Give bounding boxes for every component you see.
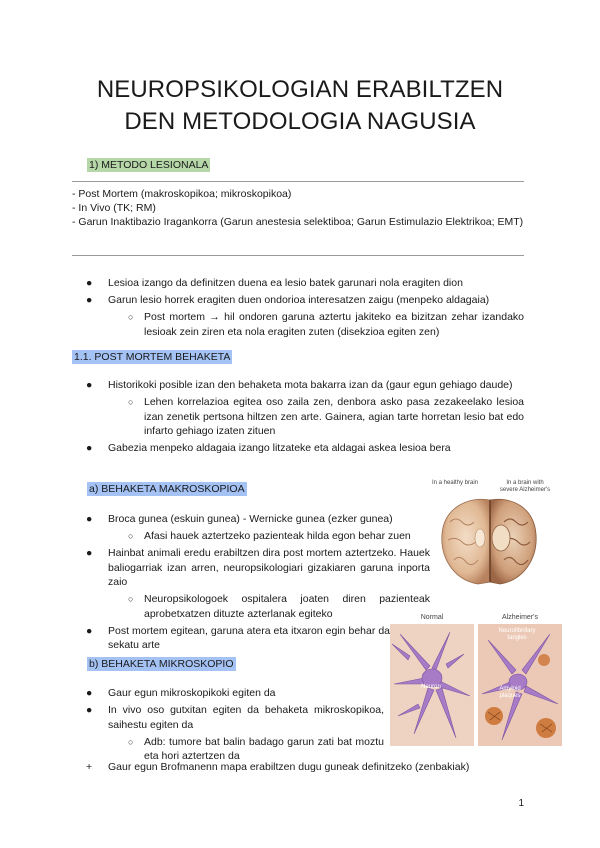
list-item: ● In vivo oso gutxitan egiten da behaketa mikroskopikoa, saihestu egiten da [86, 704, 384, 731]
brain-comparison-image [428, 478, 552, 592]
list-item: ● Historikoki posible izan den behaketa mota bakarra izan da (gaur egun gehiago daude) [86, 379, 513, 391]
tangles-label: Neurofibrillary tangles [498, 628, 536, 641]
method-item: - In Vivo (TK; RM) [72, 202, 156, 214]
brain-icon [428, 478, 552, 592]
section11-bullets [72, 378, 524, 458]
methods-list [72, 187, 524, 229]
neuron-comparison-image [390, 614, 562, 746]
list-item: ● Gabezia menpeko aldagaia izango litzateke eta aldagai askea lesioa bera [86, 442, 451, 454]
sectionB-bullets [72, 686, 384, 766]
healthy-brain-label: In a healthy brain [431, 480, 479, 486]
alzheimers-label: Alzheimer's [502, 614, 538, 621]
section-heading-makroskopioa: a) BEHAKETA MAKROSKOPIOA [89, 483, 245, 495]
method-item: - Garun Inaktibazio Iragankorra (Garun anestesia selektiboa; Garun Estimulazio Elektrikoa; EMT) [72, 216, 524, 228]
list-item: ● Hainbat animali eredu erabiltzen dira post mortem aztertzeko. Hauek baliogarriak izan arren, neuropsikologiari gizakiaren garuna inporta zaio [86, 547, 430, 588]
plaques-label: Amyloid plaques [499, 686, 521, 699]
divider-top [72, 181, 524, 182]
list-item: + Gaur egun Brofmanenn mapa erabiltzen dugu guneak definitzeko (zenbakiak) [86, 761, 470, 773]
list-item: ● Broca gunea (eskuin gunea) - Wernicke gunea (ezker gunea) [86, 513, 393, 525]
title-line-2: DEN METODOLOGIA NAGUSIA [124, 108, 476, 135]
neuron-label: Neuron [421, 684, 441, 690]
page-title [40, 74, 560, 138]
section-heading-metodo-lesionala: 1) METODO LESIONALA [89, 159, 209, 171]
section-heading-post-mortem: 1.1. POST MORTEM BEHAKETA [74, 351, 231, 363]
alzheimer-brain-label: In a brain with severe Alzheimer's [499, 480, 551, 493]
sectionA-bullets [72, 512, 430, 655]
page-number: 1 [518, 798, 524, 809]
list-item: ○ Lehen korrelazioa egitea oso zaila zen, denbora asko pasa zezakeelako lesioa izan zenetik pertsona hiltzen zen arte. Gainera, agian tarte horretan lesio bat edo infarto gehiago izaten zituen [128, 396, 524, 437]
section1-bullets [72, 276, 524, 342]
sectionB-plus [72, 760, 532, 777]
list-item: ○ Adb: tumore bat balin badago garun zati bat moztu eta hori aztertzen da [128, 735, 384, 762]
method-item: - Post Mortem (makroskopikoa; mikroskopikoa) [72, 188, 292, 200]
list-item: ○ Afasi hauek aztertzeko pazienteak hilda egon behar zuen [128, 530, 411, 542]
list-item: ● Gaur egun mikroskopikoki egiten da [86, 687, 276, 699]
divider-bottom [72, 255, 524, 256]
list-item: ● Lesioa izango da definitzen duena ea lesio batek garunari nola eragiten dion [86, 277, 463, 289]
title-line-1: NEUROPSIKOLOGIAN ERABILTZEN [96, 76, 504, 103]
list-item: ○ Post mortem → hil ondoren garuna aztertu jakiteko ea bizitzan zehar izandako lesioak zein ziren eta nola eragiten zuten (disekzioa egiten zen) [128, 311, 524, 338]
list-item: ○ Neuropsikologoek ospitalera joaten diren pazienteak aprobetxatzen dituzte azterlanak egiteko [128, 593, 430, 620]
list-item: ● Post mortem egitean, garuna atera eta itxaron egin behar da sekatu arte [86, 624, 390, 651]
normal-label: Normal [420, 614, 444, 621]
list-item: ● Garun lesio horrek eragiten duen ondorioa interesatzen zaigu (menpeko aldagaia) [86, 294, 490, 306]
section-heading-mikroskopio: b) BEHAKETA MIKROSKOPIO [89, 658, 234, 670]
